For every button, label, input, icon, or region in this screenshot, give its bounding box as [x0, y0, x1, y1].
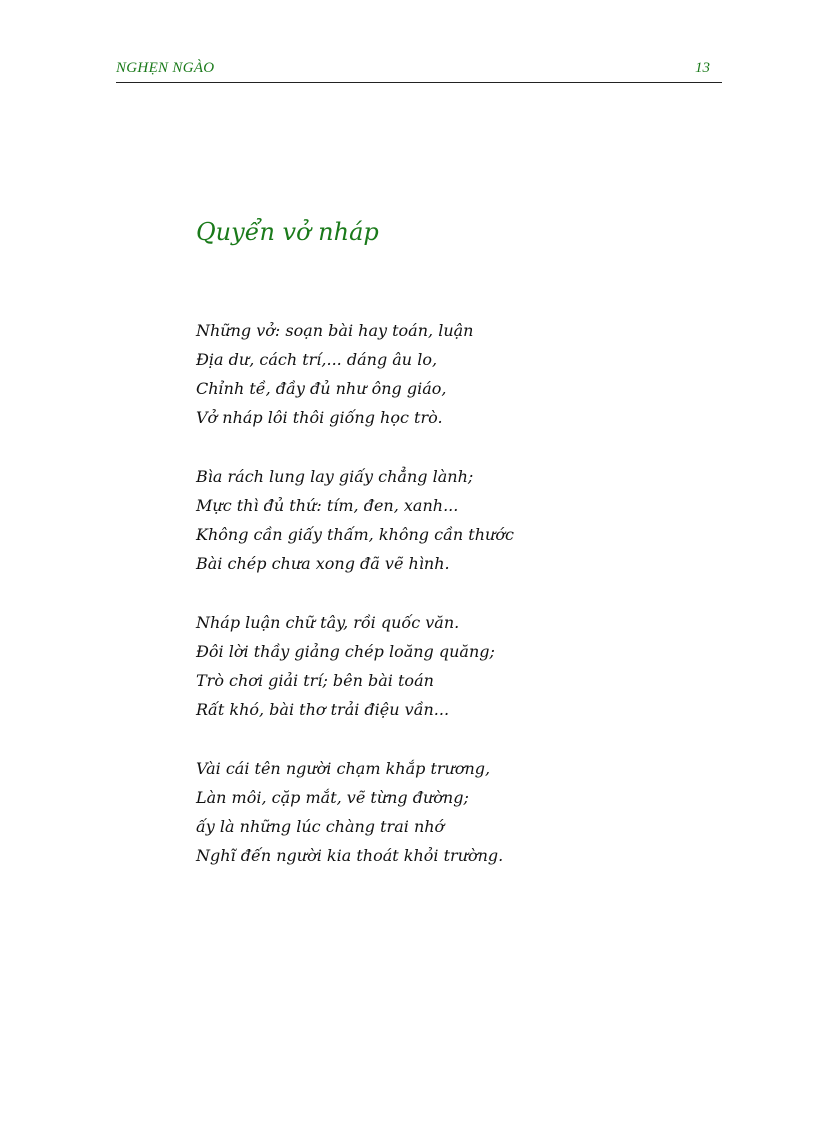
- verse-line: Vài cái tên người chạm khắp trương,: [196, 759, 491, 778]
- page-header: [116, 60, 722, 83]
- verse-line: Mực thì đủ thứ: tím, đen, xanh...: [196, 496, 459, 515]
- verse-line: Vở nháp lôi thôi giống học trò.: [196, 408, 443, 427]
- verse-line: Nghĩ đến người kia thoát khỏi trường.: [196, 846, 504, 865]
- verse-line: Không cần giấy thấm, không cần thước: [196, 525, 514, 544]
- verse-line: Trò chơi giải trí; bên bài toán: [196, 671, 434, 690]
- verse-line: Rất khó, bài thơ trải điệu vần...: [196, 700, 450, 719]
- stanza-4: [196, 754, 514, 870]
- verse-line: Bìa rách lung lay giấy chẳng lành;: [196, 467, 474, 486]
- stanza-2: [196, 462, 514, 578]
- verse-line: Đôi lời thầy giảng chép loăng quăng;: [196, 642, 495, 661]
- stanza-3: [196, 608, 514, 724]
- verse-line: Những vở: soạn bài hay toán, luận: [196, 321, 474, 340]
- verse-line: Nháp luận chữ tây, rồi quốc văn.: [196, 613, 460, 632]
- stanza-1: [196, 316, 514, 432]
- verse-line: Địa dư, cách trí,... dáng âu lo,: [196, 350, 438, 369]
- verse-line: Bài chép chưa xong đã vẽ hình.: [196, 554, 450, 573]
- verse-line: ấy là những lúc chàng trai nhớ: [196, 817, 445, 836]
- poem-body: [196, 316, 514, 900]
- verse-line: Làn môi, cặp mắt, vẽ từng đường;: [196, 788, 469, 807]
- running-title: NGHẸN NGÀO: [116, 60, 215, 76]
- page-number: 13: [695, 60, 710, 76]
- poem-title: Quyển vở nháp: [196, 218, 379, 246]
- verse-line: Chỉnh tề, đầy đủ như ông giáo,: [196, 379, 447, 398]
